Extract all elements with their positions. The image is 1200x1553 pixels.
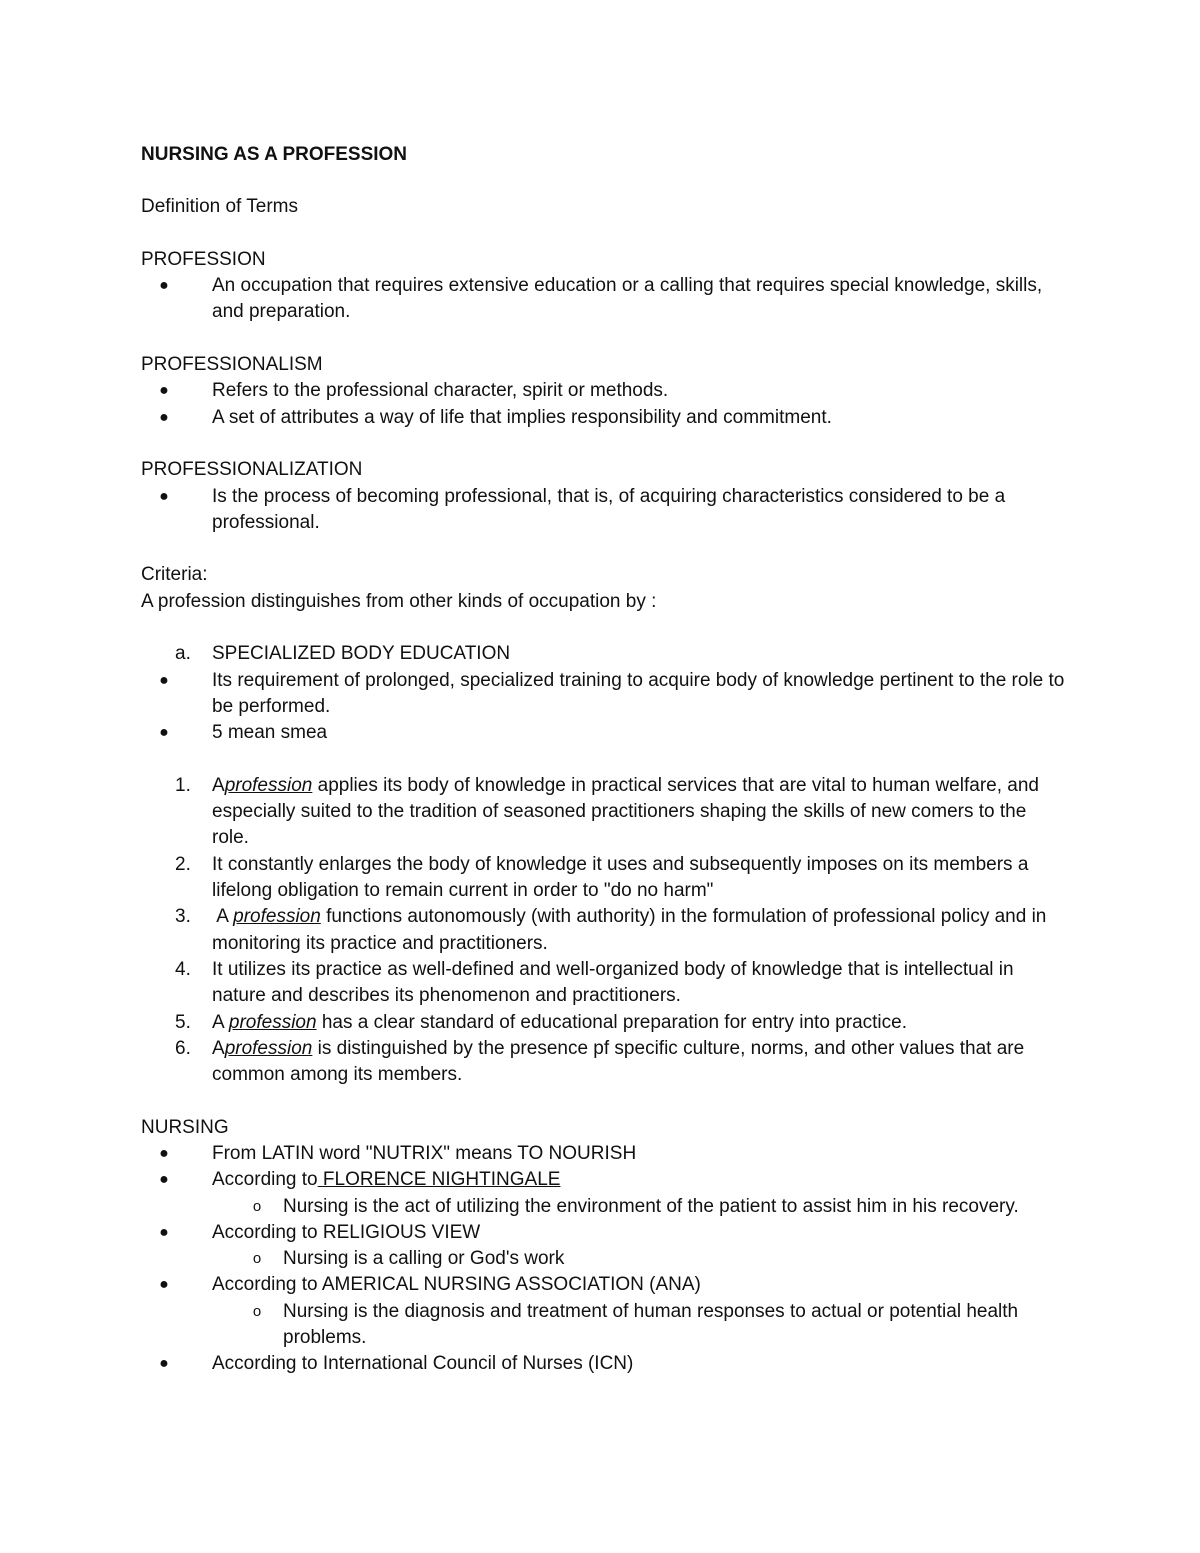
bullet-icon: ●	[159, 724, 169, 742]
item-text: applies its body of knowledge in practical services that are vital to human welfare, and especially suited to the tradition of seasoned practitioners shaping the skills of new comers to the role.	[212, 774, 1039, 849]
list-marker: a.	[175, 643, 191, 665]
document-title: NURSING AS A PROFESSION	[141, 144, 408, 165]
circle-bullet-icon: o	[252, 1250, 262, 1268]
professionalization-definition: Is the process of becoming professional, that is, of acquiring characteristics considered to be a professional.	[212, 485, 1006, 533]
item-text-pre: A	[212, 1011, 229, 1033]
professionalism-definition-2: A set of attributes a way of life that implies responsibility and commitment.	[212, 406, 832, 428]
list-number: 3.	[175, 906, 191, 928]
item-text-pre: A	[212, 906, 234, 928]
professionalization-heading: PROFESSIONALIZATION	[141, 459, 363, 481]
item-emphasis: profession	[224, 1037, 313, 1059]
list-item	[141, 641, 1066, 667]
item-text: has a clear standard of educational preparation for entry into practice.	[316, 1011, 907, 1033]
nursing-nightingale-pre: According to	[212, 1169, 318, 1191]
list-item	[141, 1272, 1066, 1298]
profession-heading: PROFESSION	[141, 248, 266, 270]
list-number: 4.	[175, 958, 191, 980]
circle-bullet-icon: o	[252, 1302, 262, 1320]
nursing-etymology: From LATIN word "NUTRIX" means TO NOURISH	[212, 1142, 637, 1164]
circle-bullet-icon: o	[252, 1197, 262, 1215]
profession-definition: An occupation that requires extensive education or a calling that requires special knowledge, skills, and preparation.	[212, 275, 1043, 323]
bullet-icon: ●	[159, 1355, 169, 1373]
sub-list-item	[141, 1299, 1066, 1352]
bullet-icon: ●	[159, 382, 169, 400]
numbered-item	[141, 957, 1066, 1010]
nursing-ana: According to AMERICAL NURSING ASSOCIATION (ANA)	[212, 1274, 701, 1296]
professionalism-definition-1: Refers to the professional character, spirit or methods.	[212, 380, 669, 402]
bullet-icon: ●	[159, 1171, 169, 1189]
criteria-alpha-item: SPECIALIZED BODY EDUCATION	[212, 643, 511, 665]
criteria-intro: A profession distinguishes from other kinds of occupation by :	[141, 590, 657, 612]
nursing-icn: According to International Council of Nurses (ICN)	[212, 1353, 634, 1375]
bullet-icon: ●	[159, 277, 169, 295]
numbered-item	[141, 1010, 1066, 1036]
bullet-icon: ●	[159, 1144, 169, 1162]
criteria-bullet-2: 5 mean smea	[212, 722, 328, 744]
definition-heading: Definition of Terms	[141, 196, 298, 218]
sub-list-item	[141, 1194, 1066, 1220]
item-text: is distinguished by the presence pf specific culture, norms, and other values that are common among its members.	[212, 1037, 1025, 1086]
bullet-icon: ●	[159, 671, 169, 689]
item-emphasis: profession	[228, 1011, 317, 1033]
numbered-item	[141, 852, 1066, 905]
list-item	[141, 1351, 1066, 1377]
nursing-nightingale-name: FLORENCE NIGHTINGALE	[317, 1169, 561, 1191]
bullet-icon: ●	[159, 408, 169, 426]
bullet-icon: ●	[159, 1276, 169, 1294]
list-item	[141, 484, 1066, 537]
nursing-heading: NURSING	[141, 1116, 229, 1138]
sub-list-item	[141, 1246, 1066, 1272]
criteria-heading: Criteria:	[141, 564, 208, 586]
list-number: 1.	[175, 774, 191, 796]
list-item	[141, 720, 1066, 746]
numbered-item	[141, 904, 1066, 957]
item-text: It utilizes its practice as well-defined and well-organized body of knowledge that is intellectual in nature and describes its phenomenon and practitioners.	[212, 958, 1014, 1007]
item-text: It constantly enlarges the body of knowledge it uses and subsequently imposes on its members a lifelong obligation to remain current in order to "do no harm"	[212, 853, 1029, 902]
list-item	[141, 273, 1066, 326]
list-item	[141, 378, 1066, 404]
item-text-pre: A	[212, 774, 225, 796]
list-item	[141, 1220, 1066, 1246]
list-number: 5.	[175, 1011, 191, 1033]
numbered-item	[141, 773, 1066, 852]
item-text: functions autonomously (with authority) in the formulation of professional policy and in monitoring its practice and practitioners.	[212, 906, 1047, 954]
nursing-nightingale-definition: Nursing is the act of utilizing the environment of the patient to assist him in his recovery.	[283, 1195, 1019, 1217]
list-number: 6.	[175, 1037, 191, 1059]
bullet-icon: ●	[159, 487, 169, 505]
document-page	[141, 142, 1066, 1378]
item-text-pre: A	[212, 1037, 225, 1059]
nursing-religious-definition: Nursing is a calling or God's work	[283, 1248, 565, 1270]
item-emphasis: profession	[233, 906, 321, 928]
bullet-icon: ●	[159, 1223, 169, 1241]
criteria-bullet-1: Its requirement of prolonged, specialized training to acquire body of knowledge pertinent to the role to be performed.	[212, 669, 1065, 717]
numbered-item	[141, 1036, 1066, 1089]
professionalism-heading: PROFESSIONALISM	[141, 354, 323, 376]
list-item	[141, 405, 1066, 431]
list-number: 2.	[175, 853, 191, 875]
list-item	[141, 668, 1066, 721]
item-emphasis: profession	[224, 774, 313, 796]
list-item	[141, 1167, 1066, 1193]
nursing-religious-view: According to RELIGIOUS VIEW	[212, 1221, 481, 1243]
nursing-ana-definition: Nursing is the diagnosis and treatment of human responses to actual or potential health problems.	[283, 1300, 1019, 1349]
list-item	[141, 1141, 1066, 1167]
